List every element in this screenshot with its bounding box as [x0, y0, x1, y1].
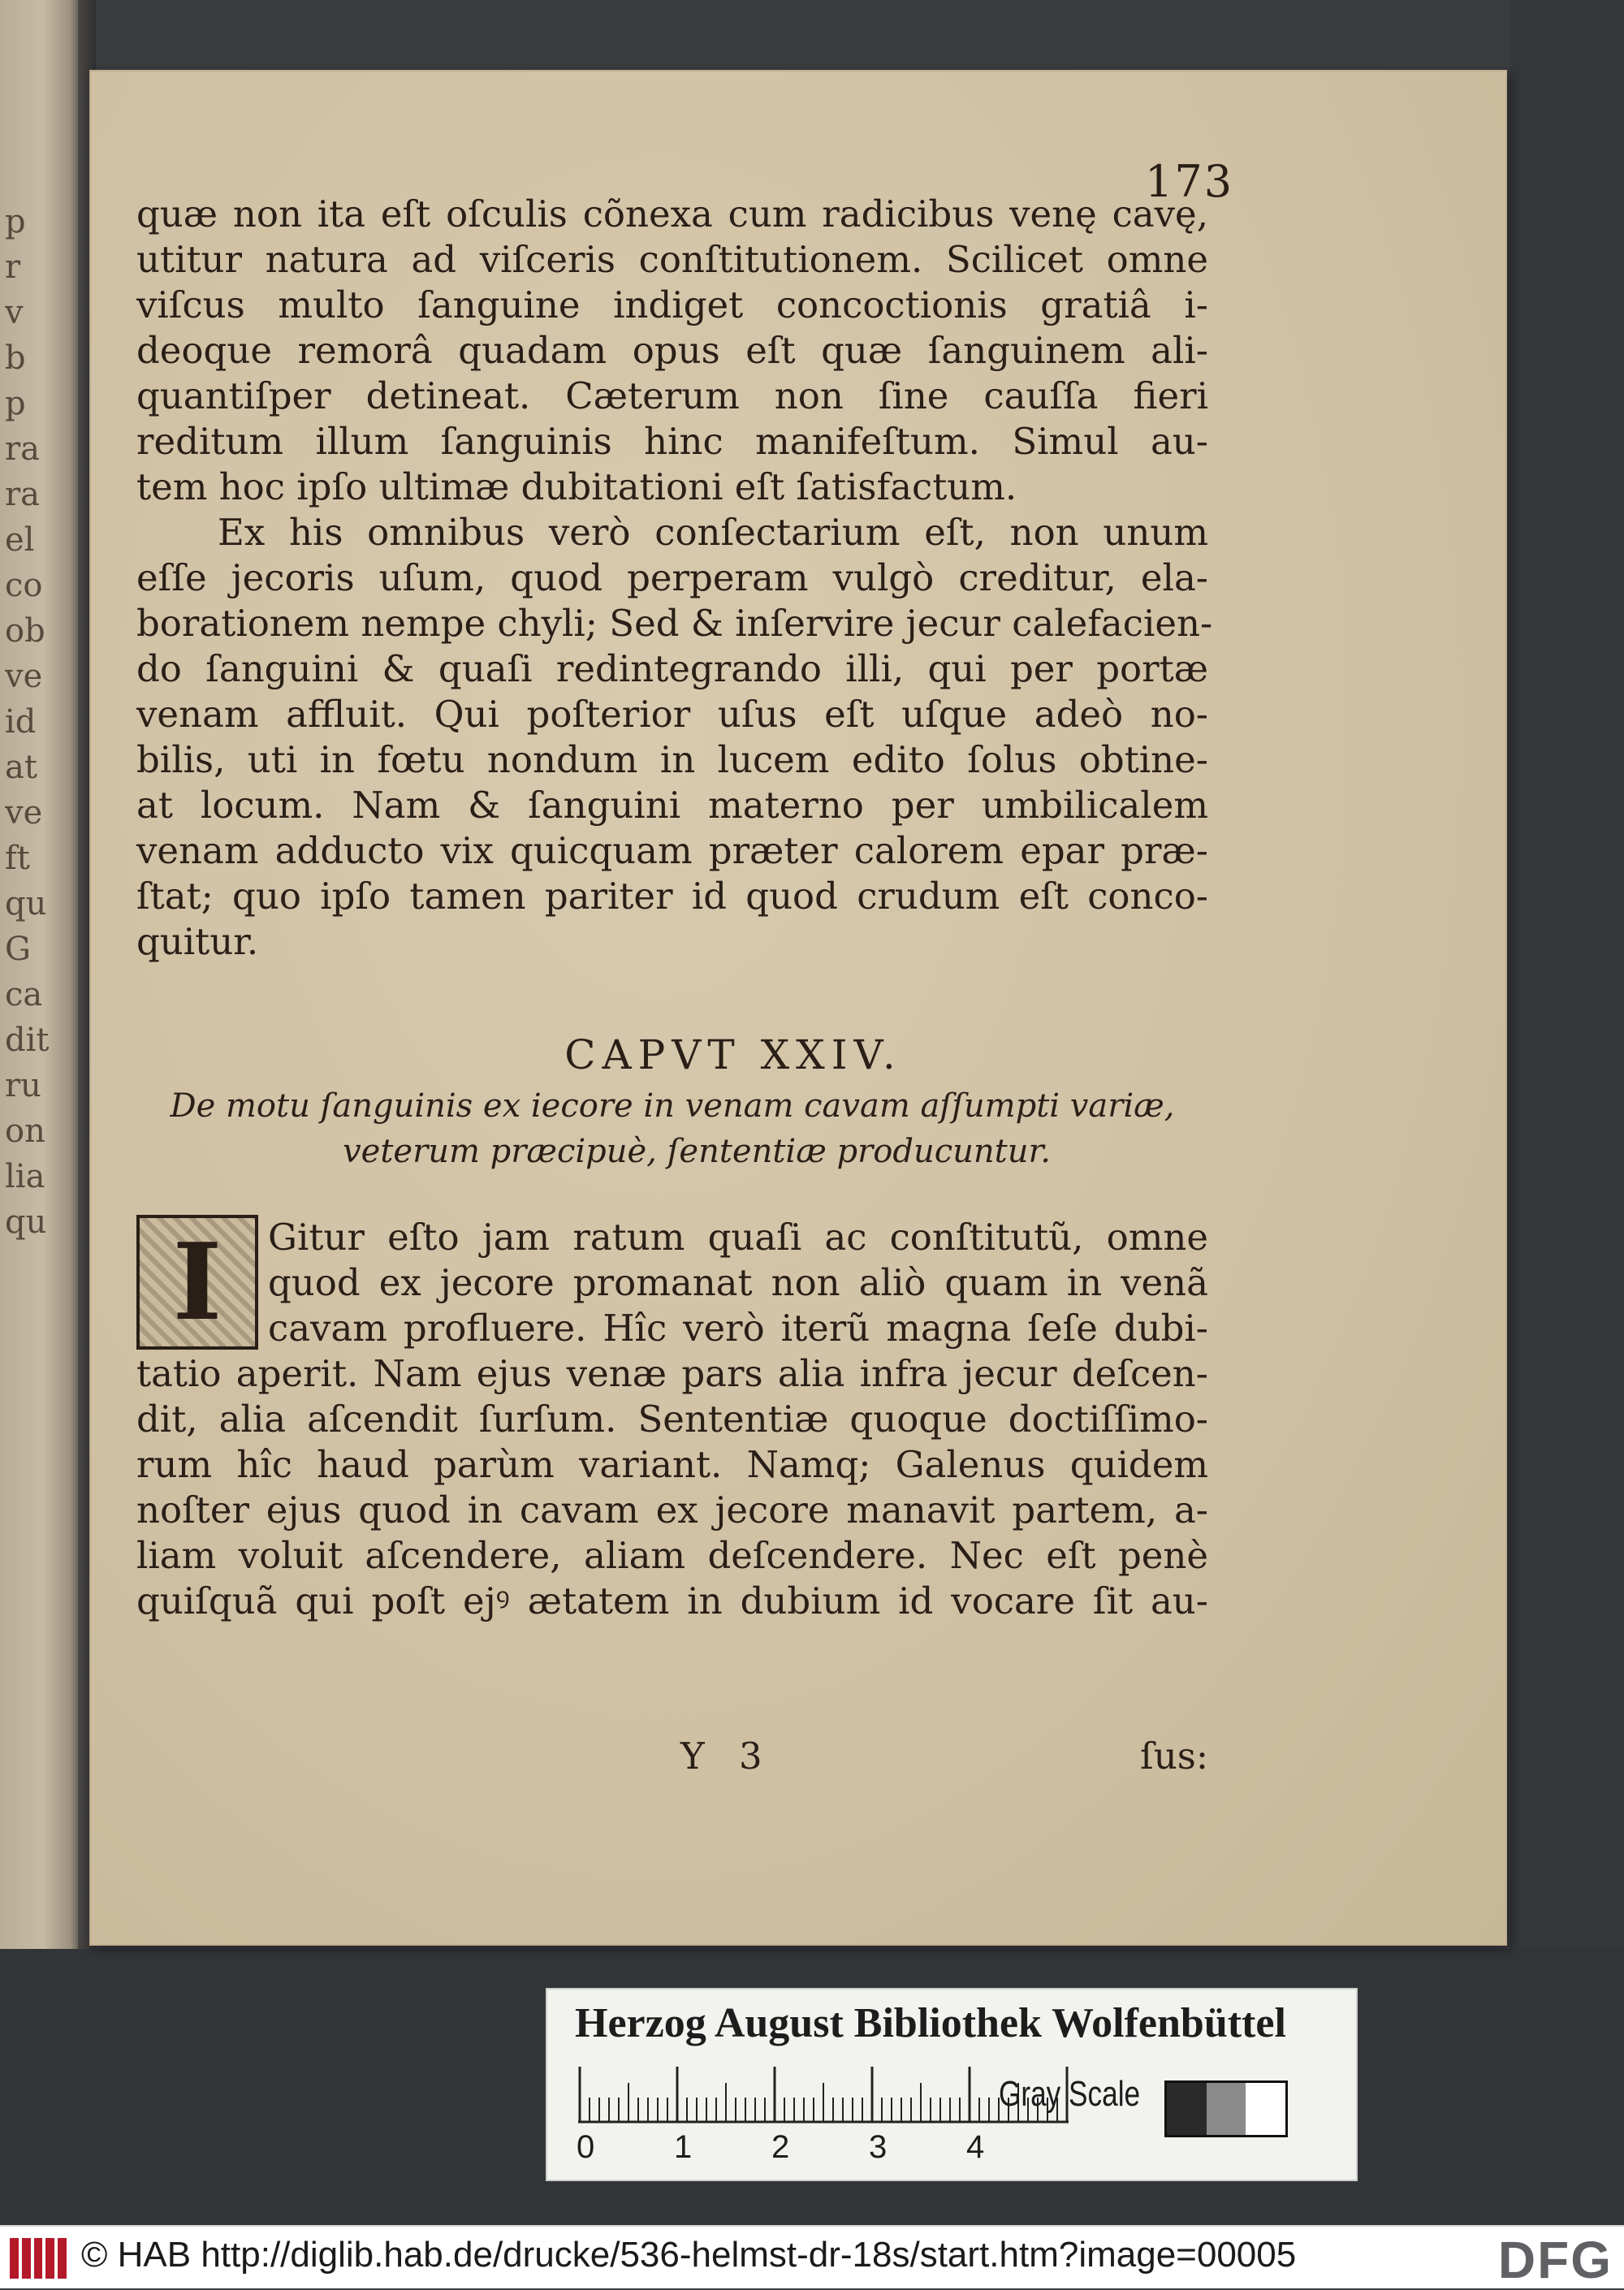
text-line: utitur natura ad viſceris conſtitutionem. Scilicet omne — [136, 238, 1208, 281]
facing-page-fragment: co — [5, 567, 43, 604]
signature-mark: Y 3 — [680, 1735, 774, 1778]
facing-page-fragment: dit — [5, 1022, 50, 1059]
facing-page-fragment: ru — [5, 1067, 41, 1104]
facing-page-fragment: v — [5, 294, 24, 331]
hab-logo-icon — [10, 2238, 67, 2279]
facing-page-fragment: ob — [5, 612, 45, 650]
facing-page-fragment: ra — [5, 476, 40, 513]
page-foot — [136, 1735, 1208, 1783]
paragraph-2 — [136, 555, 1213, 965]
text-line: ſtat; quo ipſo tamen pariter id quod crudum eſt conco- — [136, 875, 1208, 918]
text-line: tem hoc ipſo ultimæ dubitationi eſt ſatisfactum. — [136, 465, 1017, 508]
ruler-label: 0 — [577, 2129, 595, 2165]
text-line: Gitur eſto jam ratum quaſi ac conſtitutũ, omne — [268, 1216, 1208, 1259]
text-line: venam affluit. Qui poſterior uſus eſt uſque adeò no- — [136, 693, 1208, 736]
text-line: quiſquã qui poſt ejꝰ ætatem in dubium id vocare ſit au- — [136, 1579, 1208, 1622]
decorated-initial-letter: I — [172, 1220, 222, 1344]
show-through-text — [471, 960, 1202, 997]
book-page — [89, 70, 1507, 1946]
facing-page-fragment: ve — [5, 658, 43, 695]
scan-background-right — [1510, 0, 1624, 2225]
gray-swatch — [1246, 2083, 1285, 2135]
text-line: at locum. Nam & ſanguini materno per umbilicalem — [136, 784, 1208, 827]
ruler-label: 4 — [966, 2129, 985, 2165]
text-line: venam adducto vix quicquam præter calorem epar præ- — [136, 829, 1208, 872]
chapter-subtitle-line-2: veterum præcipuè, ſententiæ producuntur. — [343, 1133, 1051, 1170]
text-line: cavam profluere. Hîc verò iterũ magna ſeſe dubi- — [268, 1307, 1208, 1350]
facing-page-edge — [0, 0, 78, 1949]
text-line: reditum illum ſanguinis hinc manifeſtum. Simul au- — [136, 420, 1208, 463]
gray-scale-swatches — [1164, 2080, 1288, 2137]
dfg-logo: DFG — [1497, 2231, 1613, 2289]
gray-swatch — [1207, 2083, 1246, 2135]
decorated-initial — [136, 1215, 258, 1350]
ruler-labels — [577, 2129, 1096, 2170]
text-line: do ſanguini & quaſi redintegrando illi, qui per portæ — [136, 647, 1208, 690]
text-line: bilis, uti in fœtu nondum in lucem edito ſolus obtine- — [136, 738, 1208, 781]
copyright-url[interactable]: © HAB http://diglib.hab.de/drucke/536-helmst-dr-18s/start.htm?image=00005 — [81, 2235, 1297, 2275]
color-reference-card — [546, 1988, 1358, 2181]
paragraph-3 — [136, 1215, 1208, 1624]
facing-page-fragment: ra — [5, 430, 40, 468]
facing-page-fragment: p — [5, 203, 26, 240]
ruler-label: 2 — [771, 2129, 790, 2165]
paragraph-1 — [136, 192, 1208, 510]
text-line: dit, alia aſcendit ſurſum. Sententiæ quoque doctiſſimo- — [136, 1398, 1208, 1441]
gray-swatch — [1167, 2083, 1207, 2135]
text-line: liam voluit aſcendere, aliam deſcendere. Nec eſt penè — [136, 1534, 1208, 1577]
text-line: noſter ejus quod in cavam ex jecore manavit partem, a- — [136, 1488, 1208, 1532]
facing-page-fragment: ca — [5, 976, 43, 1013]
text-line: tatio aperit. Nam ejus venæ pars alia infra jecur deſcen- — [136, 1352, 1208, 1395]
text-line: quantiſper detineat. Cæterum non ſine cauſſa fieri — [136, 374, 1208, 417]
facing-page-fragment: G — [5, 931, 31, 968]
chapter-subtitle-line-1: De motu ſanguinis ex iecore in venam cavam aſſumpti variæ, — [170, 1087, 1175, 1125]
gray-scale-label: Gray Scale — [999, 2074, 1141, 2114]
text-line: rum hîc haud parùm variant. Namq; Galenus quidem — [136, 1443, 1208, 1486]
chapter-title: CAPVT XXIV. — [564, 1031, 902, 1078]
text-block-top — [136, 192, 1213, 965]
facing-page-fragment: p — [5, 385, 26, 422]
facing-page-fragment: id — [5, 703, 37, 741]
facing-page-fragment: lia — [5, 1158, 45, 1195]
facing-page-fragment: ft — [5, 840, 30, 877]
facing-page-fragment: el — [5, 521, 35, 559]
page-number: 173 — [1145, 156, 1234, 207]
text-line: quod ex jecore promanat non aliò quam in venã — [268, 1261, 1208, 1304]
measurement-ruler — [578, 2067, 1069, 2124]
paragraph-3-lines — [136, 1351, 1208, 1624]
facing-page-fragment: qu — [5, 1203, 47, 1241]
catchword: ſus: — [1140, 1735, 1208, 1778]
chapter-heading — [136, 1026, 1208, 1174]
text-line: viſcus multo ſanguine indiget concoctionis gratiâ i- — [136, 283, 1208, 326]
paragraph-2-lead: Ex his omnibus verò conſectarium eſt, non unum — [218, 511, 1208, 554]
facing-page-fragment: ve — [5, 794, 43, 832]
facing-page-fragment: on — [5, 1113, 45, 1150]
paragraph-3-cap-lines — [136, 1215, 1208, 1351]
text-line: borationem nempe chyli; Sed & inſervire jecur calefacien- — [136, 602, 1213, 645]
ruler-ticks — [578, 2067, 1069, 2124]
ruler-label: 3 — [869, 2129, 888, 2165]
text-line: eſſe jecoris uſum, quod perperam vulgò creditur, ela- — [136, 556, 1208, 599]
facing-page-fragment: qu — [5, 885, 47, 922]
facing-page-fragment: b — [5, 339, 26, 377]
footer-bar — [0, 2225, 1624, 2288]
facing-page-fragment: at — [5, 749, 37, 786]
ruler-label: 1 — [674, 2129, 693, 2165]
text-line: deoque remorâ quadam opus eſt quæ ſanguinem ali- — [136, 329, 1208, 372]
text-line: quitur. — [136, 920, 259, 963]
text-line: quæ non ita eſt oſculis cõnexa cum radicibus venę cavę, — [136, 192, 1208, 235]
facing-page-fragment: r — [5, 248, 21, 286]
library-name: Herzog August Bibliothek Wolfenbüttel — [575, 2000, 1286, 2046]
